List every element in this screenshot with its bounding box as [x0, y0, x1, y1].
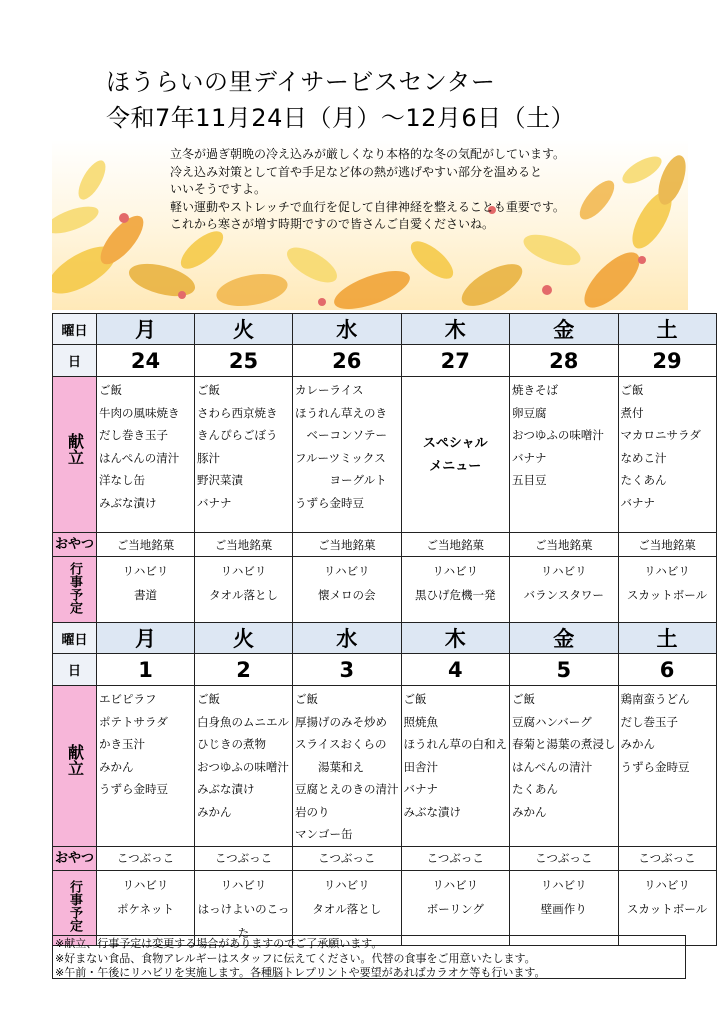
weekday-label: 曜日: [53, 623, 97, 654]
menu-item: うずら金時豆: [620, 759, 690, 774]
menu-cell: [618, 686, 716, 847]
date-cell: 27: [401, 345, 510, 377]
weekday-cell: 水: [293, 314, 402, 345]
day-label: 日: [53, 654, 97, 686]
events-cell: [618, 557, 716, 623]
events-cell: [510, 557, 619, 623]
menu-item: ご飯: [295, 692, 318, 706]
menu-item: 岩のり: [295, 804, 330, 819]
weekday-cell: 木: [401, 314, 510, 345]
menu-cell: [293, 377, 402, 533]
intro-line: 軽い運動やストレッチで血行を促して自律神経を整えることも重要です。: [170, 199, 565, 214]
menu-item: フルーツミックス: [295, 450, 386, 465]
menu-item: マンゴー缶: [295, 827, 353, 841]
menu-item: ご飯: [403, 692, 427, 706]
snack-cell: こつぶっこ: [293, 846, 402, 870]
menu-item: おつゆふの味噌汁: [512, 428, 604, 442]
date-cell: 29: [618, 345, 716, 377]
menu-item: だし巻玉子: [620, 714, 678, 729]
facility-title: ほうらいの里デイサービスセンター: [106, 68, 496, 96]
menu-cell: [195, 686, 293, 847]
event-item: 黒ひげ危機一発: [415, 588, 496, 602]
menu-item: なめこ汁: [620, 450, 667, 465]
menu-item: だし巻き玉子: [99, 428, 168, 442]
event-item: リハビリ: [122, 877, 169, 892]
menu-item: バナナ: [197, 495, 232, 510]
weekday-cell: 金: [510, 623, 619, 654]
menu-cell: [510, 377, 619, 533]
day-label: 日: [53, 345, 97, 377]
snack-cell: こつぶっこ: [618, 846, 716, 870]
date-cell: 5: [510, 654, 619, 686]
event-item: リハビリ: [432, 877, 479, 892]
weekday-label: 曜日: [53, 314, 97, 345]
notes-box: [52, 935, 686, 979]
menu-item: 野沢菜漬: [197, 473, 243, 487]
menu-item: バナナ: [403, 782, 438, 796]
menu-cell: [401, 377, 510, 533]
event-item: タオル落とし: [312, 901, 382, 916]
date-cell: 26: [293, 345, 402, 377]
date-cell: 25: [195, 345, 293, 377]
menu-item: 鶏南蛮うどん: [620, 692, 690, 706]
snack-cell: ご当地銘菓: [97, 533, 195, 557]
menu-item: きんぴらごぼう: [197, 428, 278, 442]
menu-item: ひじきの煮物: [197, 737, 266, 751]
menu-item: ヨーグルト: [295, 473, 387, 487]
menu-item: バナナ: [620, 495, 655, 510]
date-cell: 28: [510, 345, 619, 377]
menu-item: たくあん: [512, 782, 558, 796]
snack-cell: ご当地銘菓: [293, 533, 402, 557]
snack-label: おやつ: [53, 846, 97, 870]
weekday-cell: 土: [618, 314, 716, 345]
date-cell: 4: [401, 654, 510, 686]
snack-cell: ご当地銘菓: [195, 533, 293, 557]
menu-item: ご飯: [99, 383, 122, 397]
menu-item: 焼きそば: [512, 383, 558, 397]
menu-item: みかん: [620, 737, 655, 751]
menu-item: 春菊と湯葉の煮浸し: [512, 737, 616, 751]
event-item: ポケネット: [116, 901, 175, 916]
menu-cell: [293, 686, 402, 847]
events-cell: [195, 870, 293, 945]
events-label: [53, 870, 97, 945]
snack-cell: ご当地銘菓: [401, 533, 510, 557]
event-item: はっけよいのこった: [197, 901, 290, 940]
menu-item: 田舎汁: [403, 759, 438, 774]
events-cell: [97, 870, 195, 945]
weekday-cell: 土: [618, 623, 716, 654]
events-cell: [618, 870, 716, 945]
menu-item: ポテトサラダ: [99, 714, 168, 729]
date-cell: 3: [293, 654, 402, 686]
menu-item: バナナ: [512, 450, 547, 465]
note-line: ※午前・午後にリハビリを実施します。各種脳トレプリントや要望があればカラオケ等も行います。: [55, 966, 546, 979]
menu-cell: [97, 377, 195, 533]
event-item: リハビリ: [122, 564, 169, 578]
menu-label: [53, 686, 97, 847]
events-cell: [293, 557, 402, 623]
menu-cell: [195, 377, 293, 533]
menu-item: ご飯: [197, 692, 220, 706]
menu-cell: [401, 686, 510, 847]
weekday-cell: 月: [97, 623, 195, 654]
event-item: バランスタワー: [523, 588, 604, 602]
menu-label-text: 献立: [65, 432, 85, 465]
menu-item: 洋なし缶: [99, 473, 145, 487]
menu-item: ご飯: [620, 383, 644, 397]
events-cell: [510, 870, 619, 945]
menu-label-text: 献立: [65, 743, 85, 776]
event-item: リハビリ: [644, 877, 690, 892]
date-cell: 24: [97, 345, 195, 377]
event-item: 壁画作り: [540, 901, 587, 916]
menu-item: みかん: [512, 804, 547, 819]
intro-line: これから寒さが増す時期ですので皆さんご自愛くださいね。: [170, 217, 495, 231]
snack-cell: ご当地銘菓: [510, 533, 619, 557]
menu-label: [53, 377, 97, 533]
events-cell: [293, 870, 402, 945]
intro-line: 立冬が過ぎ朝晩の冷え込みが厳しくなり本格的な冬の気配がしています。: [170, 147, 566, 161]
snack-cell: こつぶっこ: [97, 846, 195, 870]
menu-item: 湯葉和え: [295, 759, 364, 774]
menu-item: エビピラフ: [99, 692, 157, 706]
menu-item: 豆腐ハンバーグ: [512, 714, 592, 729]
snack-cell: ご当地銘菓: [618, 533, 716, 557]
weekday-cell: 金: [510, 314, 619, 345]
menu-item: みかん: [197, 804, 232, 819]
menu-item: かき玉汁: [99, 737, 145, 751]
date-cell: 1: [97, 654, 195, 686]
event-item: 書道: [134, 588, 157, 602]
menu-item: うずら金時豆: [99, 782, 168, 796]
menu-item: ご飯: [512, 692, 535, 706]
events-cell: [195, 557, 293, 623]
weekday-cell: 月: [97, 314, 195, 345]
menu-item: 煮付: [620, 405, 644, 420]
menu-item: 卵豆腐: [512, 405, 547, 420]
intro-message: [170, 146, 640, 234]
menu-item: みかん: [99, 759, 134, 774]
period-title: 令和7年11月24日（月）～12月6日（土）: [106, 104, 576, 132]
event-item: スカットボール: [626, 588, 708, 602]
event-item: タオル落とし: [209, 588, 278, 602]
special-menu-text: スペシャル: [422, 435, 488, 451]
menu-item: カレーライス: [295, 383, 364, 397]
event-item: リハビリ: [220, 564, 267, 578]
menu-item: 照焼魚: [403, 714, 438, 729]
menu-item: 牛肉の風味焼き: [99, 405, 180, 420]
events-label-text: 行事予定: [67, 879, 82, 932]
event-item: 懐メロの会: [318, 588, 376, 602]
intro-line: 冷え込み対策として首や手足など体の熱が逃げやすい部分を温めると: [170, 164, 543, 179]
menu-item: みぶな漬け: [403, 804, 461, 819]
event-item: リハビリ: [540, 877, 587, 892]
menu-item: ベーコンソテー: [295, 428, 387, 442]
menu-item: 豆腐とえのきの清汁: [295, 782, 399, 796]
menu-cell: [510, 686, 619, 847]
event-item: リハビリ: [220, 877, 267, 892]
event-item: リハビリ: [644, 564, 690, 578]
menu-item: みぶな漬け: [99, 495, 157, 510]
note-line: ※好まない食品、食物アレルギーはスタッフに伝えてください。代替の食事をご用意いたします。: [55, 951, 536, 965]
menu-item: みぶな漬け: [197, 782, 255, 796]
menu-item: はんぺんの清汁: [512, 759, 593, 774]
weekday-cell: 水: [293, 623, 402, 654]
menu-cell: [618, 377, 716, 533]
weekday-cell: 火: [195, 314, 293, 345]
special-menu-text: メニュー: [429, 458, 482, 474]
menu-table: [52, 313, 717, 946]
weekday-cell: 木: [401, 623, 510, 654]
event-item: リハビリ: [540, 564, 587, 578]
weekday-cell: 火: [195, 623, 293, 654]
snack-label: おやつ: [53, 533, 97, 557]
menu-item: おつゆふの味噌汁: [197, 759, 289, 774]
menu-item: 厚揚げのみそ炒め: [295, 714, 387, 729]
menu-item: 五目豆: [512, 473, 547, 487]
snack-cell: こつぶっこ: [401, 846, 510, 870]
note-line: ※献立、行事予定は変更する場合がありますのでご了承願います。: [55, 937, 383, 950]
menu-item: ほうれん草えのき: [295, 405, 387, 420]
event-item: リハビリ: [323, 564, 370, 578]
menu-item: スライスおくらの: [295, 737, 387, 751]
menu-cell: [97, 686, 195, 847]
menu-item: たくあん: [620, 473, 667, 487]
date-cell: 2: [195, 654, 293, 686]
menu-item: うずら金時豆: [295, 495, 364, 510]
events-label: [53, 557, 97, 623]
menu-item: はんぺんの清汁: [99, 450, 180, 465]
menu-item: 豚汁: [197, 450, 220, 465]
events-cell: [401, 557, 510, 623]
event-item: リハビリ: [432, 564, 479, 578]
menu-item: ほうれん草の白和え: [403, 737, 507, 751]
event-item: スカットボール: [626, 901, 708, 916]
menu-item: ご飯: [197, 383, 220, 397]
intro-line: いいそうですよ。: [170, 182, 267, 196]
events-label-text: 行事予定: [67, 561, 82, 614]
snack-cell: こつぶっこ: [510, 846, 619, 870]
date-cell: 6: [618, 654, 716, 686]
menu-item: マカロニサラダ: [620, 428, 701, 442]
menu-item: 白身魚のムニエル: [197, 714, 289, 729]
event-item: リハビリ: [323, 877, 370, 892]
snack-cell: こつぶっこ: [195, 846, 293, 870]
events-cell: [401, 870, 510, 945]
events-cell: [97, 557, 195, 623]
event-item: ボーリング: [426, 901, 484, 916]
menu-item: さわら西京焼き: [197, 405, 278, 420]
